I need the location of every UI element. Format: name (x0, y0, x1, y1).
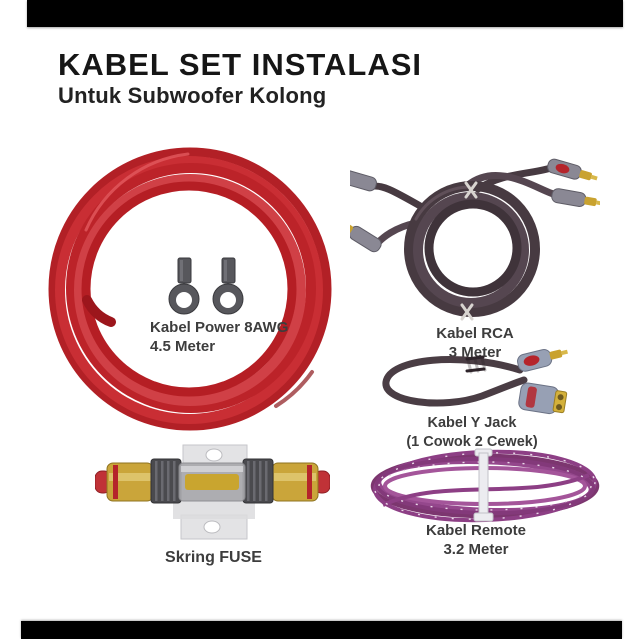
rca-cable-image (350, 145, 600, 330)
ring-terminal-icon (212, 256, 244, 318)
y-jack-name: Kabel Y Jack (427, 415, 517, 431)
rca-plug-icon (350, 165, 378, 193)
y-jack-loop-icon (386, 357, 524, 403)
page-title: KABEL SET INSTALASI (58, 47, 423, 82)
ring-terminal-icon (168, 256, 200, 318)
remote-cable-image (365, 445, 605, 527)
power-cable-spec: 4.5 Meter (150, 337, 216, 355)
fuse-holder-image (95, 443, 330, 541)
rca-cable-spec: 3 Meter (448, 343, 502, 361)
power-cable-label (150, 319, 320, 356)
top-black-bar (27, 0, 623, 27)
ring-terminals (168, 256, 248, 320)
fuse-name: Skring FUSE (165, 549, 262, 566)
page-subtitle: Untuk Subwoofer Kolong (58, 83, 327, 108)
rca-plug-icon (350, 215, 383, 254)
fuse-tube-icon (95, 459, 330, 503)
y-jack-spec: (1 Cowok 2 Cewek) (406, 433, 538, 450)
bottom-black-bar (21, 621, 622, 639)
rca-coil-icon (370, 168, 556, 319)
remote-cable-spec: 3.2 Meter (443, 540, 509, 558)
rca-plug-icon (546, 158, 599, 186)
y-jack-cable-image (372, 348, 587, 416)
knurled-ring-icon (243, 459, 273, 503)
rca-cable-name: Kabel RCA (436, 325, 514, 342)
knurled-ring-icon (151, 459, 181, 503)
rca-plug-icon (551, 188, 600, 211)
power-cable-name: Kabel Power 8AWG (150, 319, 289, 336)
fuse-label (126, 549, 301, 568)
remote-cable-label (391, 522, 561, 559)
y-jack-male-plug-icon (516, 348, 570, 373)
y-jack-female-block-icon (518, 382, 568, 416)
remote-cable-name: Kabel Remote (425, 522, 527, 539)
